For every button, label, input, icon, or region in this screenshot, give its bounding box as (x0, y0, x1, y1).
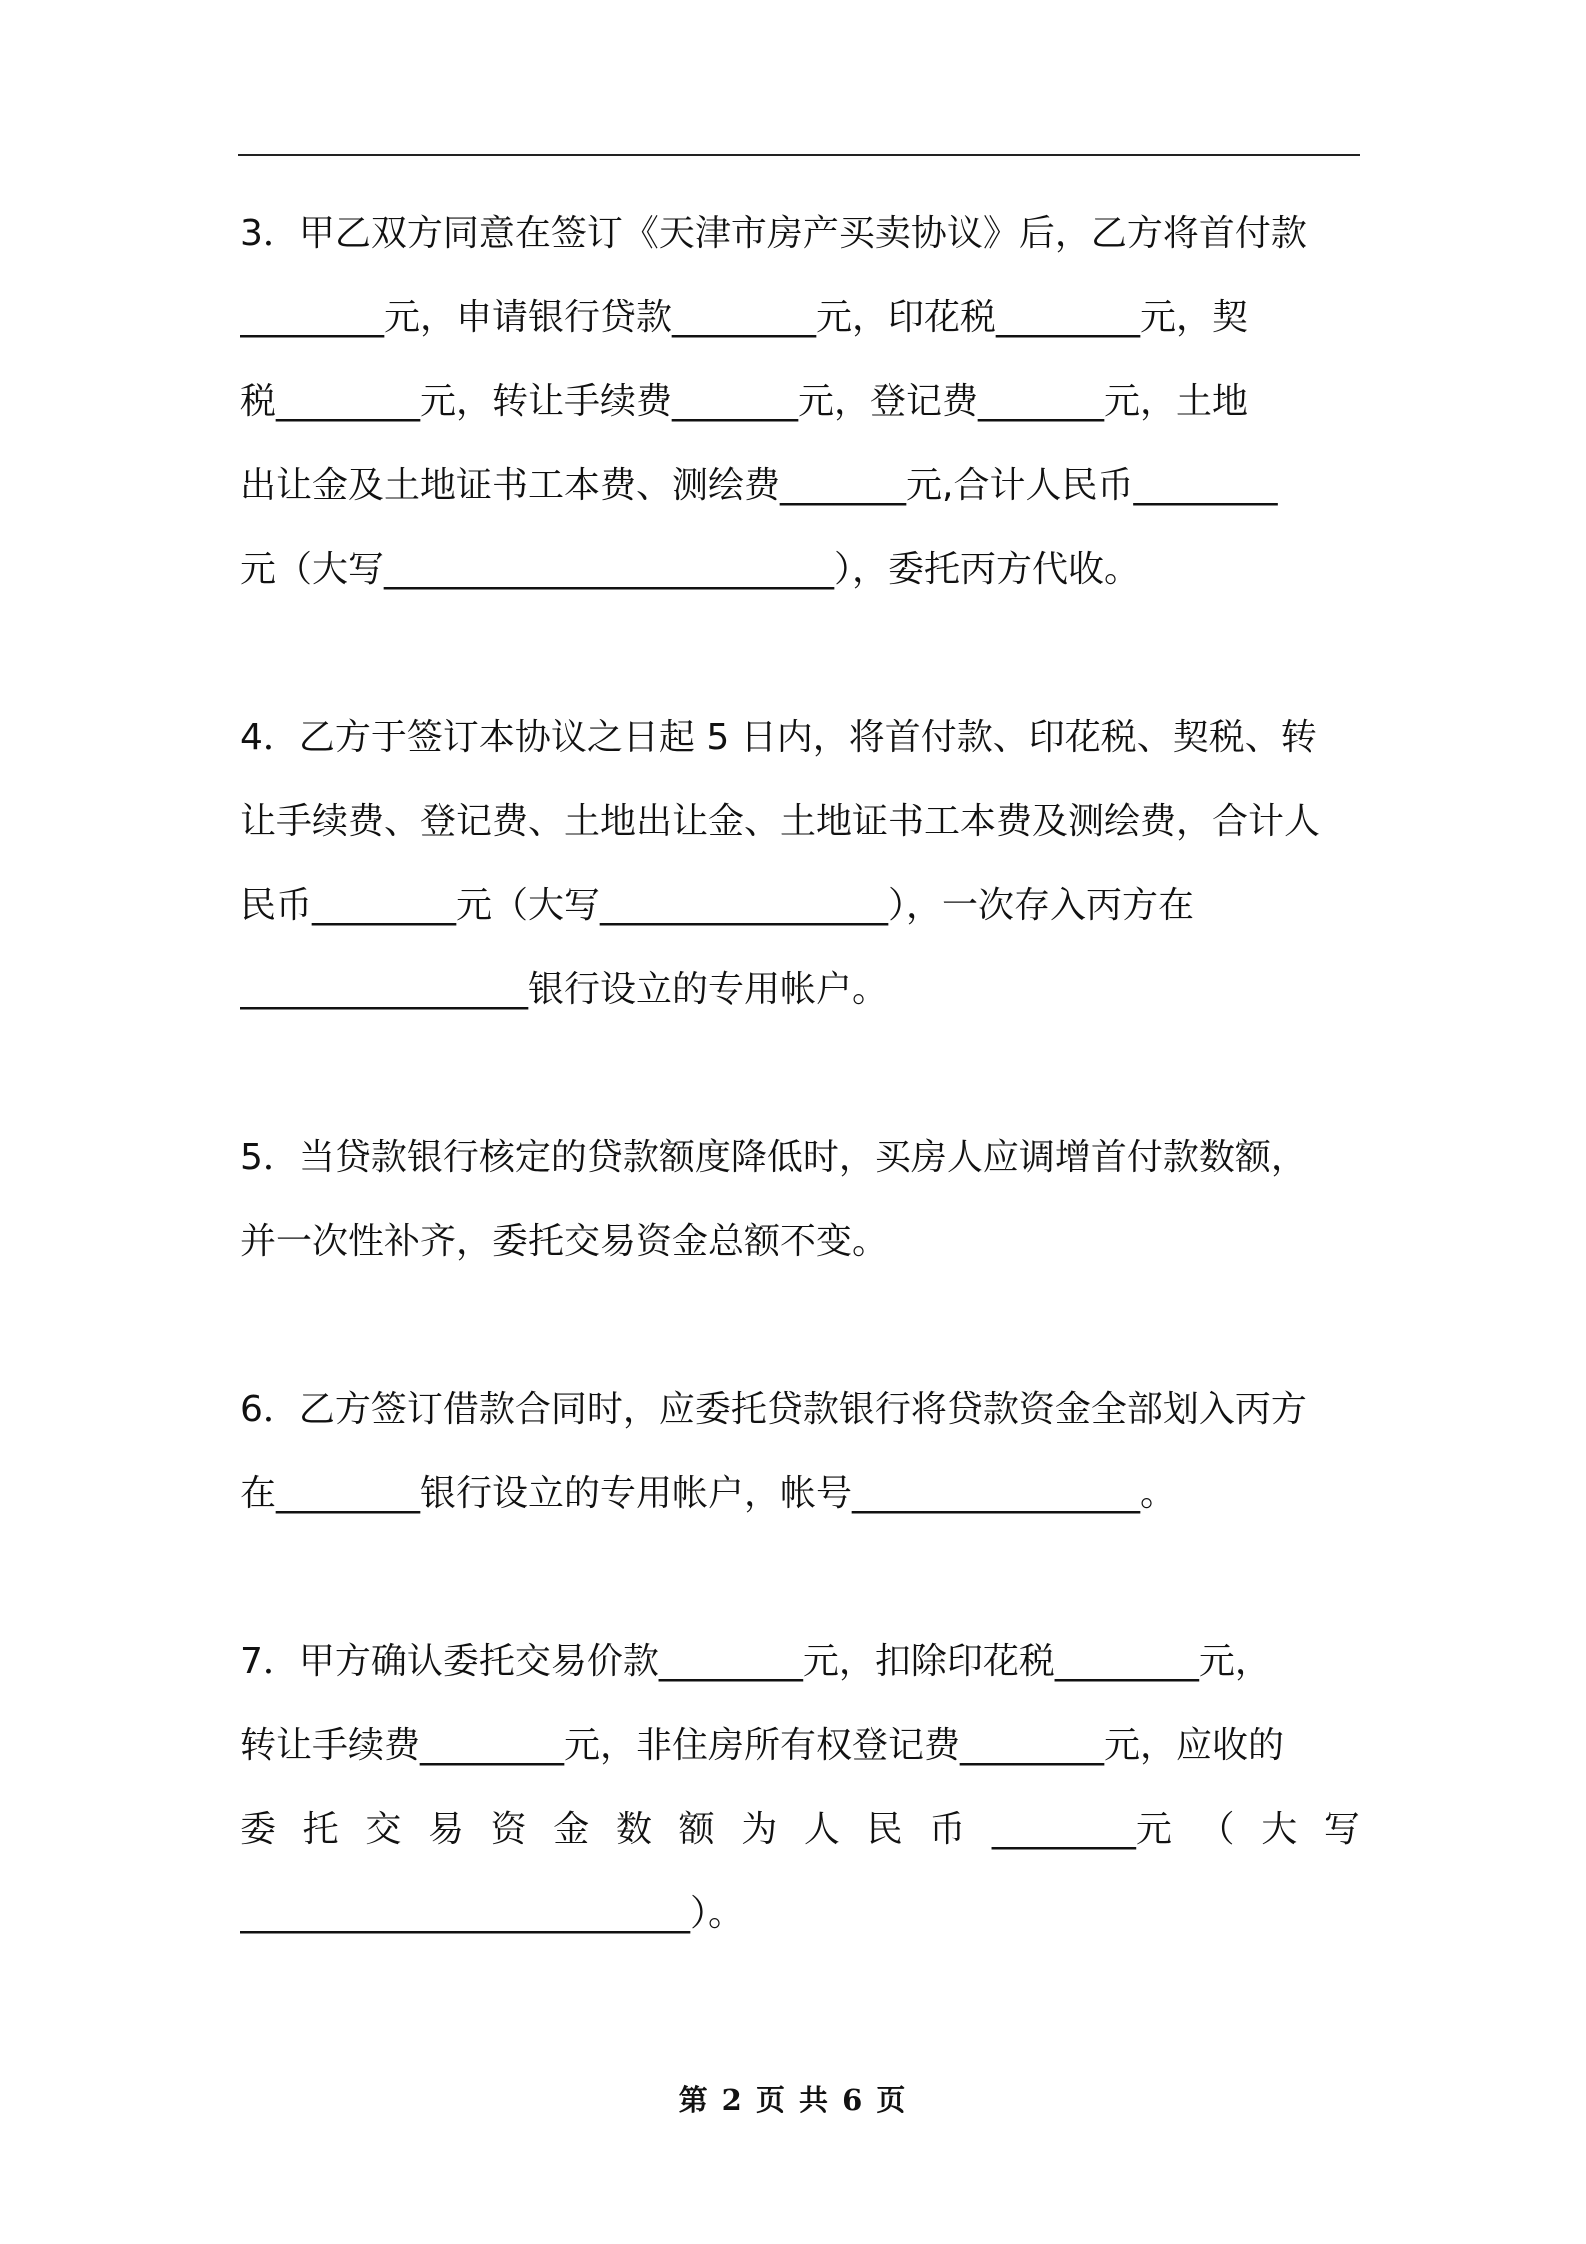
justified-token: 资 (490, 1809, 527, 1850)
justified-token: 币 (929, 1809, 966, 1850)
justified-token: 金 (553, 1809, 590, 1850)
justified-token: 数 (615, 1809, 652, 1850)
justified-token: 托 (302, 1809, 339, 1850)
clause-line: 元（大写_________________________），委托丙方代收。 (240, 549, 1141, 590)
justified-token: 易 (427, 1809, 464, 1850)
justified-token: 大 (1261, 1809, 1298, 1850)
clause-line: 税________元，转让手续费_______元，登记费_______元，土地 (240, 381, 1249, 422)
clause-7 (240, 1620, 1360, 1956)
document-body (240, 192, 1360, 2040)
clause-4 (240, 696, 1360, 1032)
header-rule (238, 154, 1360, 156)
clause-line: ________元，申请银行贷款________元，印花税________元，契 (240, 297, 1249, 338)
clause-line: 在________银行设立的专用帐户，帐号________________。 (240, 1473, 1177, 1514)
clause-6 (240, 1368, 1360, 1536)
clause-line: _________________________）。 (240, 1893, 745, 1934)
clause-line-justified (240, 1788, 1360, 1872)
clause-line: 民币________元（大写________________），一次存入丙方在 (240, 885, 1195, 926)
clause-line: 让手续费、登记费、土地出让金、土地证书工本费及测绘费，合计人 (240, 801, 1321, 842)
justified-token: 交 (365, 1809, 402, 1850)
clause-line: 7．甲方确认委托交易价款________元，扣除印花税________元， (240, 1641, 1271, 1682)
clause-line: 转让手续费________元，非住房所有权登记费________元，应收的 (240, 1725, 1285, 1766)
clause-3 (240, 192, 1360, 612)
justified-token: 人 (803, 1809, 840, 1850)
page-number: 第 2 页 共 6 页 (678, 2083, 908, 2117)
justified-token: 写 (1323, 1809, 1360, 1850)
justified-token: 为 (741, 1809, 778, 1850)
justified-token: 额 (678, 1809, 715, 1850)
clause-line: 3．甲乙双方同意在签订《天津市房产买卖协议》后，乙方将首付款 (240, 213, 1307, 254)
justified-token: （ (1198, 1809, 1235, 1850)
clause-line: 出让金及土地证书工本费、测绘费_______元,合计人民币________ (240, 465, 1278, 506)
clause-line: 4．乙方于签订本协议之日起 5 日内，将首付款、印花税、契税、转 (240, 717, 1317, 758)
justified-token: ________元 (991, 1809, 1172, 1850)
clause-line: 6．乙方签订借款合同时，应委托贷款银行将贷款资金全部划入丙方 (240, 1389, 1307, 1430)
justified-token: 委 (240, 1809, 277, 1850)
clause-line: 并一次性补齐，委托交易资金总额不变。 (240, 1221, 889, 1262)
justified-token: 民 (866, 1809, 903, 1850)
clause-line: ________________银行设立的专用帐户。 (240, 969, 889, 1010)
clause-line: 5．当贷款银行核定的贷款额度降低时，买房人应调增首付款数额， (240, 1137, 1307, 1178)
clause-5 (240, 1116, 1360, 1284)
